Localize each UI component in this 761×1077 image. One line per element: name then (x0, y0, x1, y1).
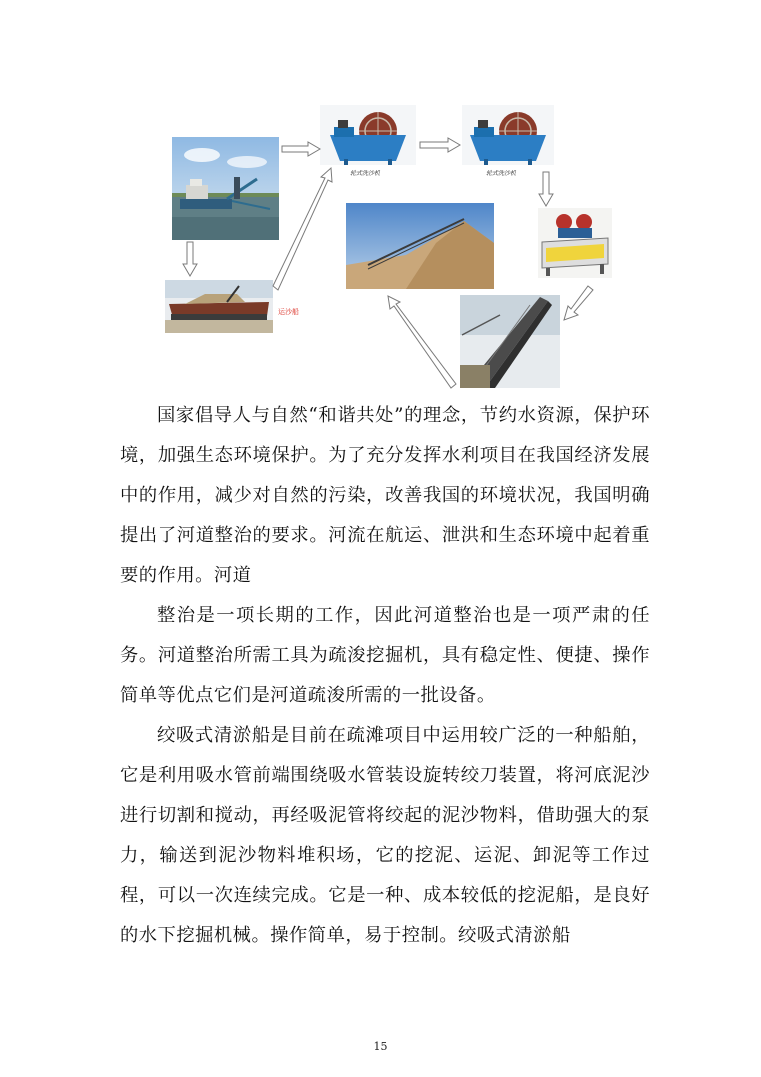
sand-washer-photo-2 (462, 105, 554, 165)
vibrating-screen-photo (538, 208, 612, 278)
arrow-diagonal-icon (273, 168, 332, 290)
sand-washer-caption-1: 轮式洗沙机 (350, 170, 381, 177)
arrow-right-icon (282, 142, 320, 156)
arrow-diagonal-icon (564, 286, 593, 320)
paragraph-1: 国家倡导人与自然“和谐共处”的理念，节约水资源，保护环境，加强生态环境保护。为了充分发挥水利项目在我国经济发展中的作用，减少对自然的污染，改善我国的环境状况，我国明确提出了河道整治的要求。河流在航运、泄洪和生态环境中起着重要的作用。河道 (120, 405, 650, 586)
paragraph-2: 整治是一项长期的工作，因此河道整治也是一项严肃的任务。河道整治所需工具为疏浚挖掘机，具有稳定性、便捷、操作简单等优点它们是河道疏浚所需的一批设备。 (120, 605, 650, 706)
sand-washer-caption-2: 轮式洗沙机 (486, 170, 517, 177)
sand-washer-photo-1 (320, 105, 416, 165)
arrow-diagonal-icon (388, 296, 456, 388)
sand-pile-photo (346, 203, 494, 289)
paragraph-3: 绞吸式清淤船是目前在疏滩项目中运用较广泛的一种船舶，它是利用吸水管前端围绕吸水管装设旋转绞刀装置，将河底泥沙进行切割和搅动，再经吸泥管将绞起的泥沙物料，借助强大的泵力，输送到泥沙物料堆积场，它的挖泥、运泥、卸泥等工作过程，可以一次连续完成。它是一种、成本较低的挖泥船，是良好的水下挖掘机械。操作简单，易于控制。绞吸式清淤船 (120, 725, 650, 946)
dredger-ship-photo (172, 137, 279, 240)
arrow-right-icon (420, 138, 460, 152)
page-number: 15 (373, 1040, 388, 1053)
arrow-down-icon (539, 172, 553, 206)
process-diagram (160, 100, 620, 390)
boat-label: 运沙船 (278, 308, 299, 316)
body-text (120, 396, 650, 956)
sand-boat-photo (165, 280, 273, 333)
arrow-down-icon (183, 242, 197, 276)
conveyor-belt-photo (460, 295, 560, 388)
